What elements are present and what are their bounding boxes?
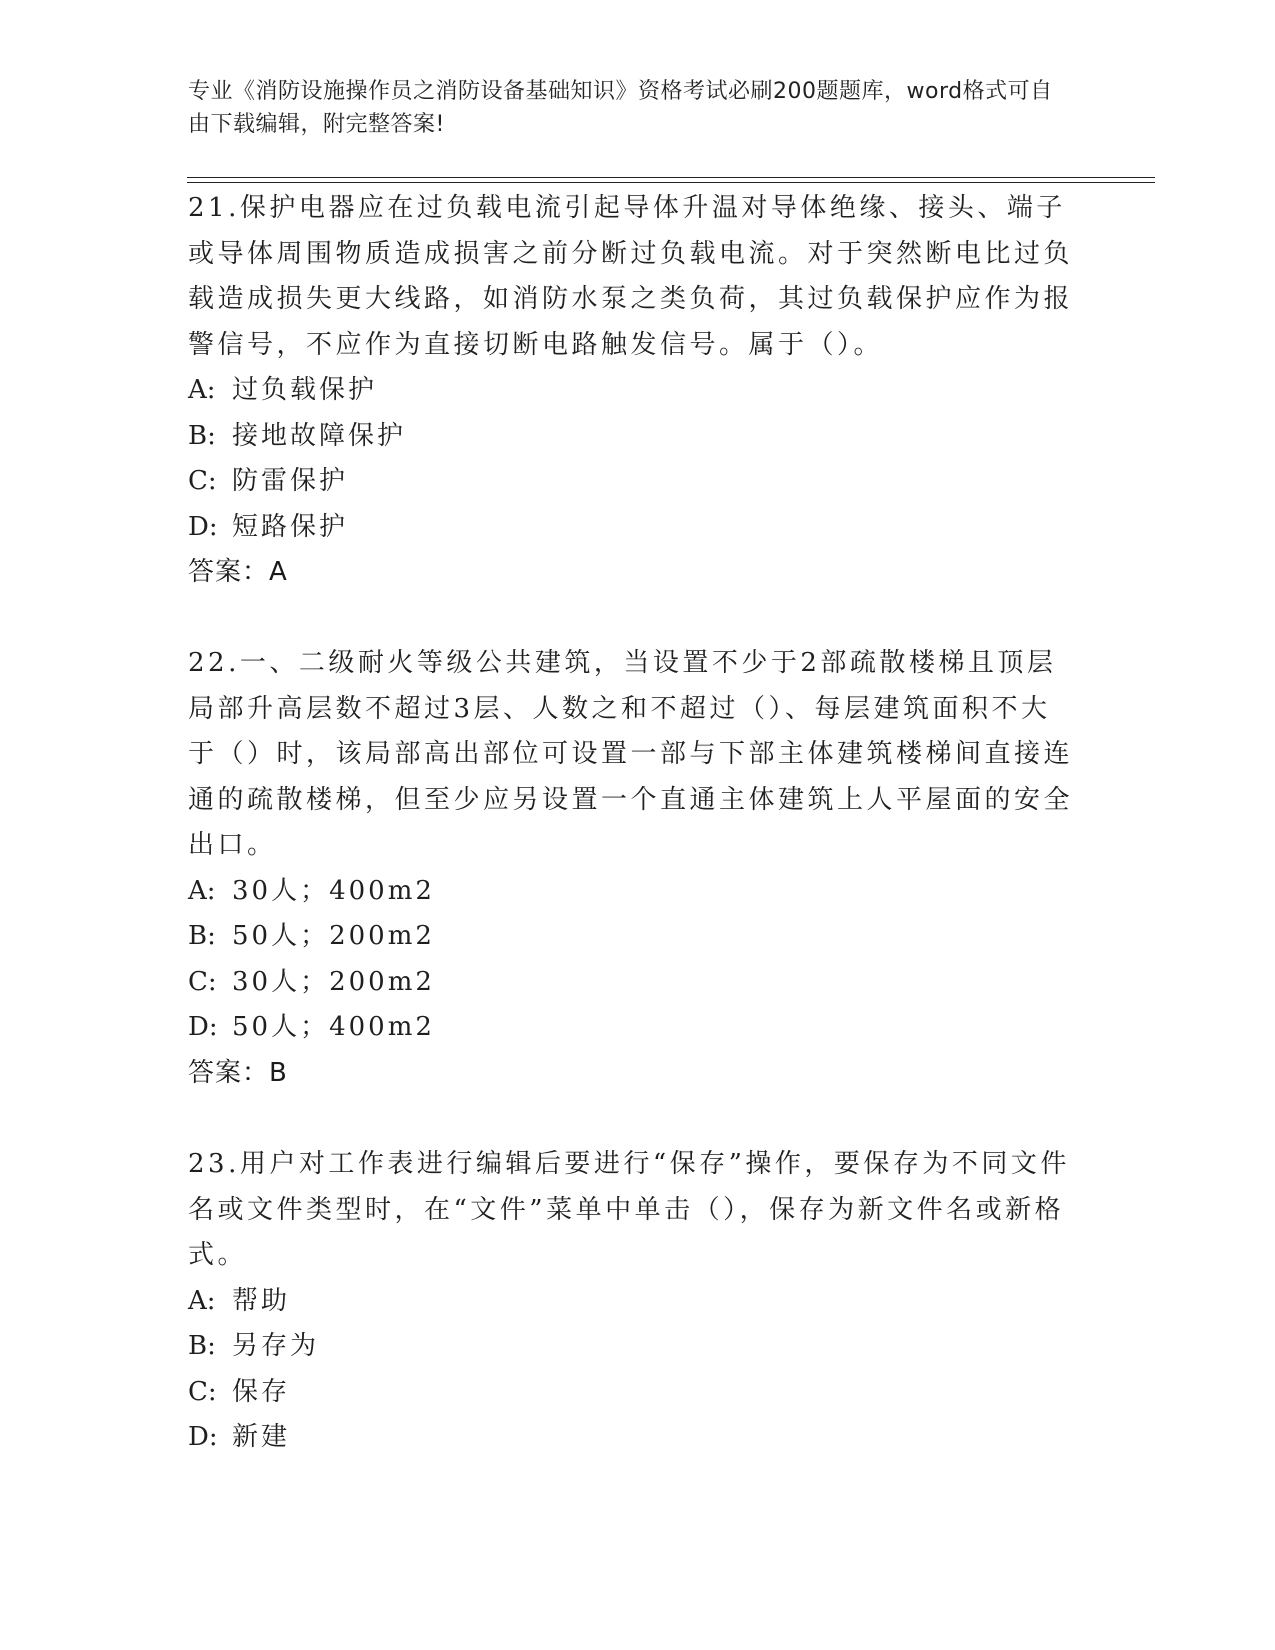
option-text: 30人；200m2 (232, 966, 435, 997)
option-text: 50人；400m2 (232, 1012, 435, 1042)
option-text: 短路保护 (232, 511, 349, 542)
option-text: 过负载保护 (232, 375, 378, 405)
option-a (188, 869, 1078, 915)
option-letter: A: (188, 375, 216, 405)
option-text: 新建 (232, 1422, 291, 1452)
answer-label: 答案：B (188, 1057, 288, 1088)
option-a (188, 368, 1078, 414)
option-a (188, 1279, 1078, 1325)
option-letter: A: (188, 875, 216, 906)
question-stem: 23.用户对工作表进行编辑后要进行“保存”操作，要保存为不同文件名或文件类型时，在“文件”菜单中单击（），保存为新文件名或新格式。 (188, 1149, 1070, 1270)
option-text: 防雷保护 (232, 466, 349, 496)
option-text: 30人；400m2 (232, 875, 435, 906)
option-c (188, 960, 1078, 1006)
option-letter: B: (188, 1331, 216, 1361)
option-d (188, 505, 1078, 551)
question-22 (188, 641, 1078, 1096)
question-23 (188, 1142, 1078, 1461)
option-letter: A: (188, 1285, 216, 1316)
option-letter: B: (188, 420, 216, 451)
option-d (188, 1005, 1078, 1051)
option-letter: C: (188, 466, 217, 496)
option-text: 帮助 (232, 1285, 291, 1316)
option-letter: D: (188, 1422, 218, 1452)
option-text: 接地故障保护 (232, 420, 407, 451)
question-stem: 22.一、二级耐火等级公共建筑，当设置不少于2部疏散楼梯且顶层局部升高层数不超过3层、人数之和不超过（）、每层建筑面积不大于（）时，该局部高出部位可设置一部与下部主体建筑楼梯间直接连通的疏散楼梯，但至少应另设置一个直通主体建筑上人平屋面的安全出口。 (188, 648, 1074, 860)
header-divider-top (187, 177, 1155, 178)
option-c (188, 459, 1078, 505)
document-header: 专业《消防设施操作员之消防设备基础知识》资格考试必刷200题题库，word格式可自由下载编辑，附完整答案! (188, 79, 1053, 137)
option-b (188, 1324, 1078, 1370)
option-letter: C: (188, 966, 217, 997)
option-letter: D: (188, 1012, 218, 1042)
option-letter: D: (188, 511, 218, 542)
option-b (188, 914, 1078, 960)
option-letter: C: (188, 1376, 217, 1407)
option-d (188, 1415, 1078, 1461)
question-stem: 21.保护电器应在过负载电流引起导体升温对导体绝缘、接头、端子或导体周围物质造成损害之前分断过负载电流。对于突然断电比过负载造成损失更大线路，如消防水泵之类负荷，其过负载保护应作为报警信号，不应作为直接切断电路触发信号。属于（）。 (188, 193, 1074, 360)
option-letter: B: (188, 921, 216, 951)
answer-label: 答案：A (188, 557, 288, 587)
option-text: 另存为 (232, 1331, 320, 1361)
option-text: 50人；200m2 (232, 921, 435, 951)
option-b (188, 414, 1078, 460)
option-text: 保存 (232, 1376, 291, 1407)
header-divider-bottom (187, 182, 1155, 183)
option-c (188, 1370, 1078, 1416)
question-21 (188, 186, 1078, 596)
